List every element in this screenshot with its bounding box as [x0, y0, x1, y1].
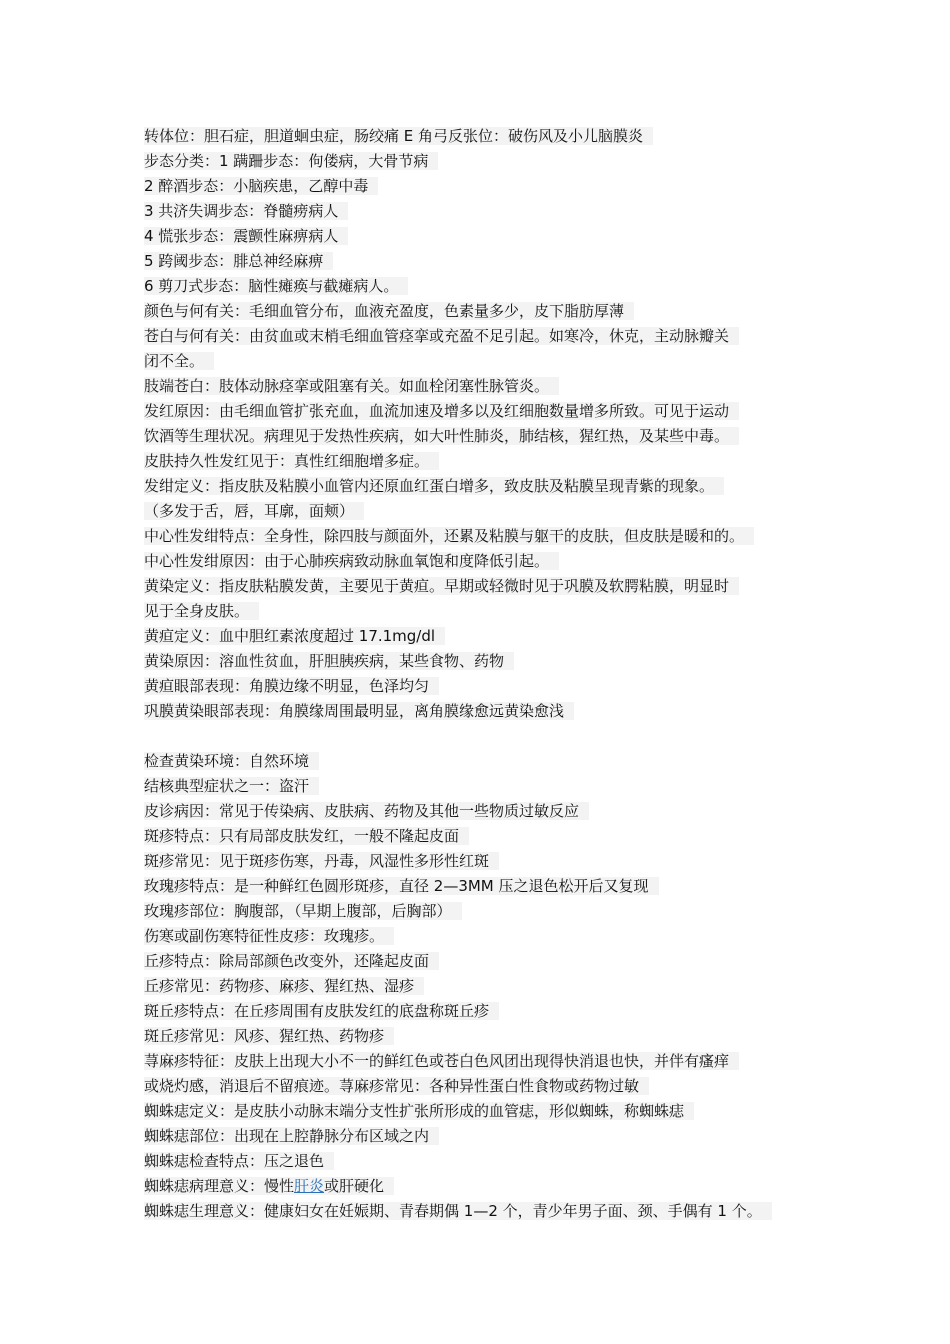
- text-line: 饮酒等生理状况。病理见于发热性疾病，如大叶性肺炎，肺结核，猩红热，及某些中毒。: [144, 424, 824, 449]
- text-line: 斑丘疹特点：在丘疹周围有皮肤发红的底盘称斑丘疹: [144, 999, 824, 1024]
- text-line: 斑疹常见：见于斑疹伤寒，丹毒，风湿性多形性红斑: [144, 849, 824, 874]
- text-line: 蜘蛛痣部位：出现在上腔静脉分布区域之内: [144, 1124, 824, 1149]
- text-line: 发绀定义：指皮肤及粘膜小血管内还原血红蛋白增多，致皮肤及粘膜呈现青紫的现象。: [144, 474, 824, 499]
- text-line: 黄疸眼部表现：角膜边缘不明显，色泽均匀: [144, 674, 824, 699]
- hepatitis-link[interactable]: 肝炎: [294, 1177, 325, 1195]
- text-line: 丘疹特点：除局部颜色改变外，还隆起皮面: [144, 949, 824, 974]
- text-line: 斑疹特点：只有局部皮肤发红，一般不隆起皮面: [144, 824, 824, 849]
- text-line: （多发于舌，唇，耳廓，面颊）: [144, 499, 824, 524]
- text-line: 黄疸定义：血中胆红素浓度超过 17.1mg/dl: [144, 624, 824, 649]
- text-line: 玫瑰疹特点：是一种鲜红色圆形斑疹，直径 2—3MM 压之退色松开后又复现: [144, 874, 824, 899]
- text-line: 蜘蛛痣定义：是皮肤小动脉末端分支性扩张所形成的血管痣，形似蜘蛛，称蜘蛛痣: [144, 1099, 824, 1124]
- link-line-suffix: 或肝硬化: [324, 1177, 385, 1195]
- text-line: 黄染定义：指皮肤粘膜发黄，主要见于黄疸。早期或轻微时见于巩膜及软腭粘膜，明显时: [144, 574, 824, 599]
- text-line: 步态分类：1 蹒跚步态：佝偻病，大骨节病: [144, 149, 824, 174]
- text-line: 蜘蛛痣检查特点：压之退色: [144, 1149, 824, 1174]
- text-line: 荨麻疹特征：皮肤上出现大小不一的鲜红色或苍白色风团出现得快消退也快，并伴有瘙痒: [144, 1049, 824, 1074]
- paragraph-gap: [144, 724, 824, 749]
- text-line: 伤寒或副伤寒特征性皮疹：玫瑰疹。: [144, 924, 824, 949]
- text-line: 见于全身皮肤。: [144, 599, 824, 624]
- text-line: 玫瑰疹部位：胸腹部，（早期上腹部，后胸部）: [144, 899, 824, 924]
- text-line: 黄染原因：溶血性贫血，肝胆胰疾病，某些食物、药物: [144, 649, 824, 674]
- text-line: 中心性发绀原因：由于心肺疾病致动脉血氧饱和度降低引起。: [144, 549, 824, 574]
- text-line: 斑丘疹常见：风疹、猩红热、药物疹: [144, 1024, 824, 1049]
- text-line: 转体位：胆石症，胆道蛔虫症，肠绞痛 E 角弓反张位：破伤风及小儿脑膜炎: [144, 124, 824, 149]
- text-line: 3 共济失调步态：脊髓痨病人: [144, 199, 824, 224]
- link-line-prefix: 蜘蛛痣病理意义：慢性: [144, 1177, 295, 1195]
- text-line: 5 跨阈步态：腓总神经麻痹: [144, 249, 824, 274]
- text-line: 皮肤持久性发红见于：真性红细胞增多症。: [144, 449, 824, 474]
- text-line-with-link: [144, 1174, 824, 1199]
- text-line: 或烧灼感，消退后不留痕迹。荨麻疹常见：各种异性蛋白性食物或药物过敏: [144, 1074, 824, 1099]
- text-line: 苍白与何有关：由贫血或末梢毛细血管痉挛或充盈不足引起。如寒冷，休克，主动脉瓣关: [144, 324, 824, 349]
- text-line: 巩膜黄染眼部表现：角膜缘周围最明显，离角膜缘愈远黄染愈浅: [144, 699, 824, 724]
- text-line: 蜘蛛痣生理意义：健康妇女在妊娠期、青春期偶 1—2 个，青少年男子面、颈、手偶有 1 个。: [144, 1199, 824, 1224]
- text-line: 丘疹常见：药物疹、麻疹、猩红热、湿疹: [144, 974, 824, 999]
- text-line: 检查黄染环境：自然环境: [144, 749, 824, 774]
- text-line: 肢端苍白：肢体动脉痉挛或阻塞有关。如血栓闭塞性脉管炎。: [144, 374, 824, 399]
- text-line: 中心性发绀特点：全身性，除四肢与颜面外，还累及粘膜与躯干的皮肤，但皮肤是暖和的。: [144, 524, 824, 549]
- text-line: 皮诊病因：常见于传染病、皮肤病、药物及其他一些物质过敏反应: [144, 799, 824, 824]
- text-line: 4 慌张步态：震颤性麻痹病人: [144, 224, 824, 249]
- text-line: 结核典型症状之一：盗汗: [144, 774, 824, 799]
- text-line: 2 醉酒步态：小脑疾患，乙醇中毒: [144, 174, 824, 199]
- document-body: [144, 124, 824, 1224]
- text-line: 发红原因：由毛细血管扩张充血，血流加速及增多以及红细胞数量增多所致。可见于运动: [144, 399, 824, 424]
- text-line: 颜色与何有关：毛细血管分布，血液充盈度，色素量多少，皮下脂肪厚薄: [144, 299, 824, 324]
- text-line: 闭不全。: [144, 349, 824, 374]
- text-line: 6 剪刀式步态：脑性瘫痪与截瘫病人。: [144, 274, 824, 299]
